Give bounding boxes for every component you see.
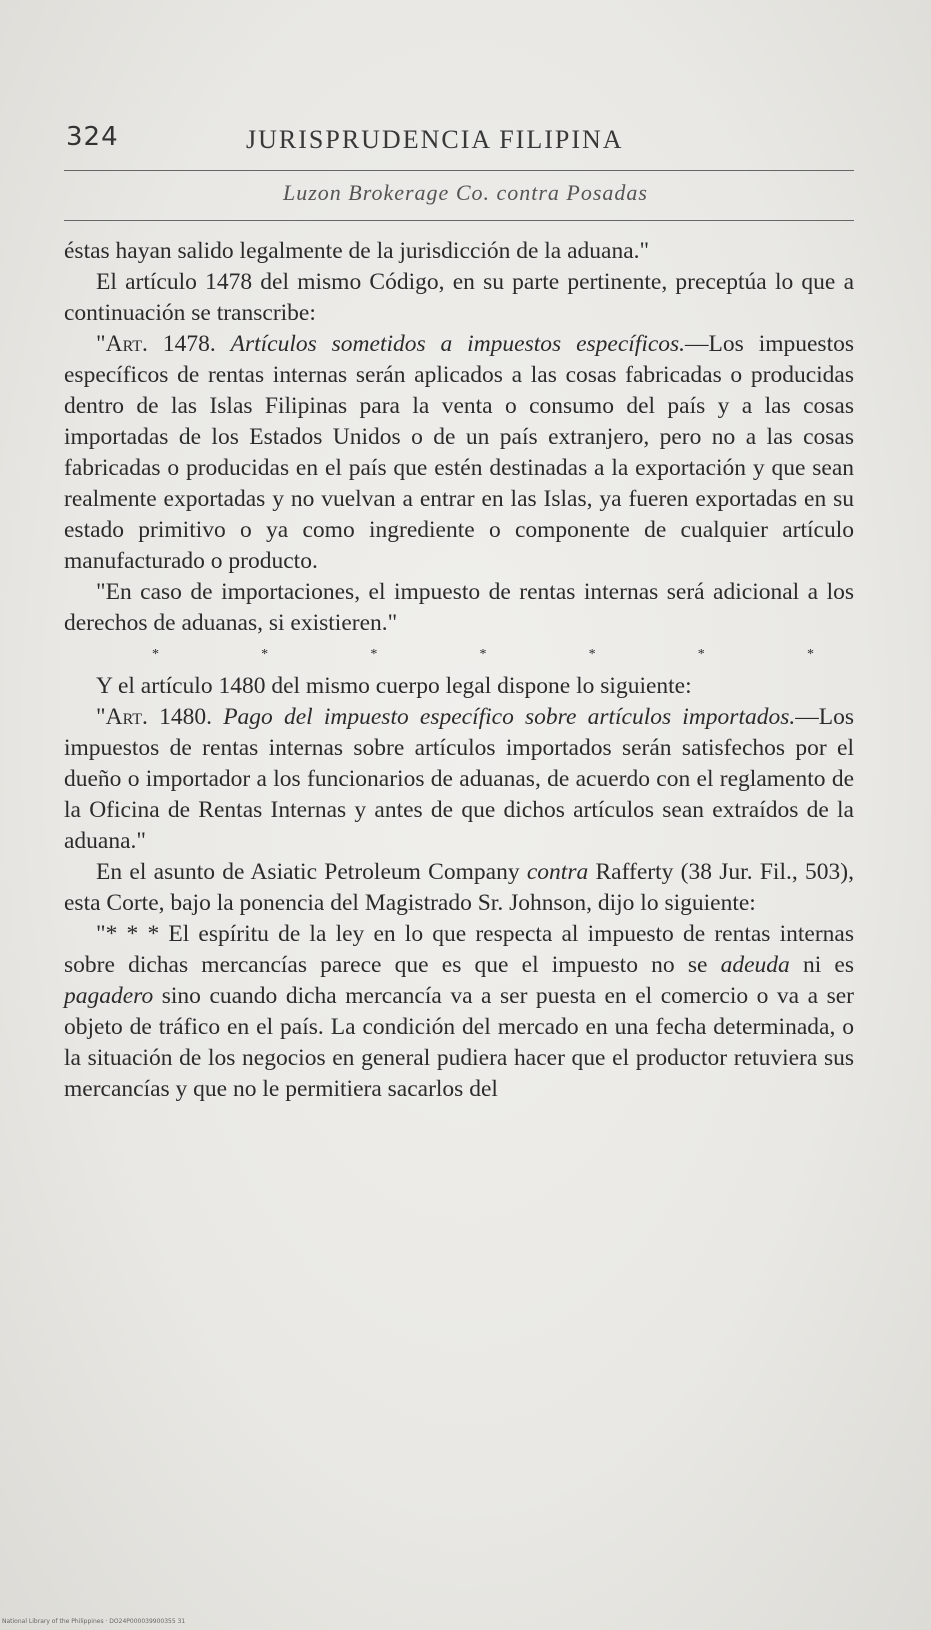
contra-italic: contra <box>526 859 589 885</box>
star: * <box>479 647 487 662</box>
paragraph-asiatic-petroleum <box>64 857 854 919</box>
star: * <box>152 647 159 662</box>
star: * <box>697 647 705 662</box>
text-segment: Rafferty (38 Jur. Fil., 503), esta Corte, bajo la ponencia del Magistrado Sr. Johnson, dijo lo siguiente: <box>64 859 854 916</box>
star: * <box>588 647 596 662</box>
article-number: 1480. <box>147 704 224 730</box>
article-body: —Los impuestos de rentas internas sobre artículos importados serán satisfechos por el dueño o importador a los funcionarios de aduanas, de acuerdo con el reglamento de la Oficina de Rentas Internas y antes de que dichos artículos sean extraídos de la aduana." <box>64 704 855 854</box>
page-number: 324 <box>66 122 119 152</box>
page-header <box>66 122 856 162</box>
paragraph-art-1478 <box>64 329 854 577</box>
paragraph-art-1478-intro: El artículo 1478 del mismo Código, en su parte pertinente, preceptúa lo que a continuación se transcribe: <box>64 269 854 326</box>
star: * <box>806 647 814 662</box>
paragraph-art-1480 <box>64 702 854 857</box>
case-title-rule <box>64 220 854 221</box>
case-title: Luzon Brokerage Co. contra Posadas <box>282 180 648 205</box>
open-quote: " <box>96 331 106 357</box>
article-number: 1478. <box>147 331 231 357</box>
text-segment: En el asunto de Asiatic Petroleum Company <box>96 859 527 885</box>
star: * <box>370 647 378 662</box>
text-segment: ni es <box>789 952 854 978</box>
star: * <box>261 647 269 662</box>
text-segment: "* * * El espíritu de la ley en lo que respecta al impuesto de rentas internas sobre dichas mercancías parece que es que el impuesto no se <box>64 921 854 978</box>
article-title: Pago del impuesto específico sobre artículos importados. <box>223 704 796 730</box>
paragraph-art-1480-intro: Y el artículo 1480 del mismo cuerpo legal dispone lo siguiente: <box>96 673 692 699</box>
running-title: JURISPRUDENCIA FILIPINA <box>246 125 624 154</box>
paragraph-quote-espiritu <box>64 919 854 1105</box>
article-label: Art. <box>105 331 148 357</box>
paragraph-importaciones: "En caso de importaciones, el impuesto de rentas internas será adicional a los derechos de aduanas, si existieren." <box>64 579 854 636</box>
adeuda-italic: adeuda <box>720 952 790 978</box>
paragraph-continuation: éstas hayan salido legalmente de la jurisdicción de la aduana." <box>64 238 650 264</box>
article-label: Art. <box>105 704 148 730</box>
open-quote: " <box>96 704 106 730</box>
text-segment: sino cuando dicha mercancía va a ser puesta en el comercio o va a ser objeto de tráfico en el país. La condición del mercado en una fecha determinada, o la situación de los negocios en general pudiera hacer que el productor retuviera sus mercancías y que no le permitiera sacarlos del <box>64 983 854 1102</box>
article-title: Artículos sometidos a impuestos específicos. <box>230 331 686 357</box>
ellipsis-stars <box>64 639 854 671</box>
pagadero-italic: pagadero <box>64 983 154 1009</box>
article-body: —Los impuestos específicos de rentas internas serán aplicados a las cosas fabricadas o producidas dentro de las Islas Filipinas para la venta o consumo del país y a las cosas importadas de los Estados Unidos o de un país extranjero, pero no a las cosas fabricadas o producidas en el país que estén destinadas a la exportación y que sean realmente exportadas y no vuelvan a entrar en las Islas, ya fueren exportadas en su estado primitivo o ya como ingrediente o componente de cualquier artículo manufacturado o producto. <box>64 331 854 574</box>
body-text <box>64 236 854 1105</box>
scan-footer: National Library of the Philippines · DO24P000039900355 31 <box>2 1618 186 1625</box>
header-rule <box>64 170 854 171</box>
